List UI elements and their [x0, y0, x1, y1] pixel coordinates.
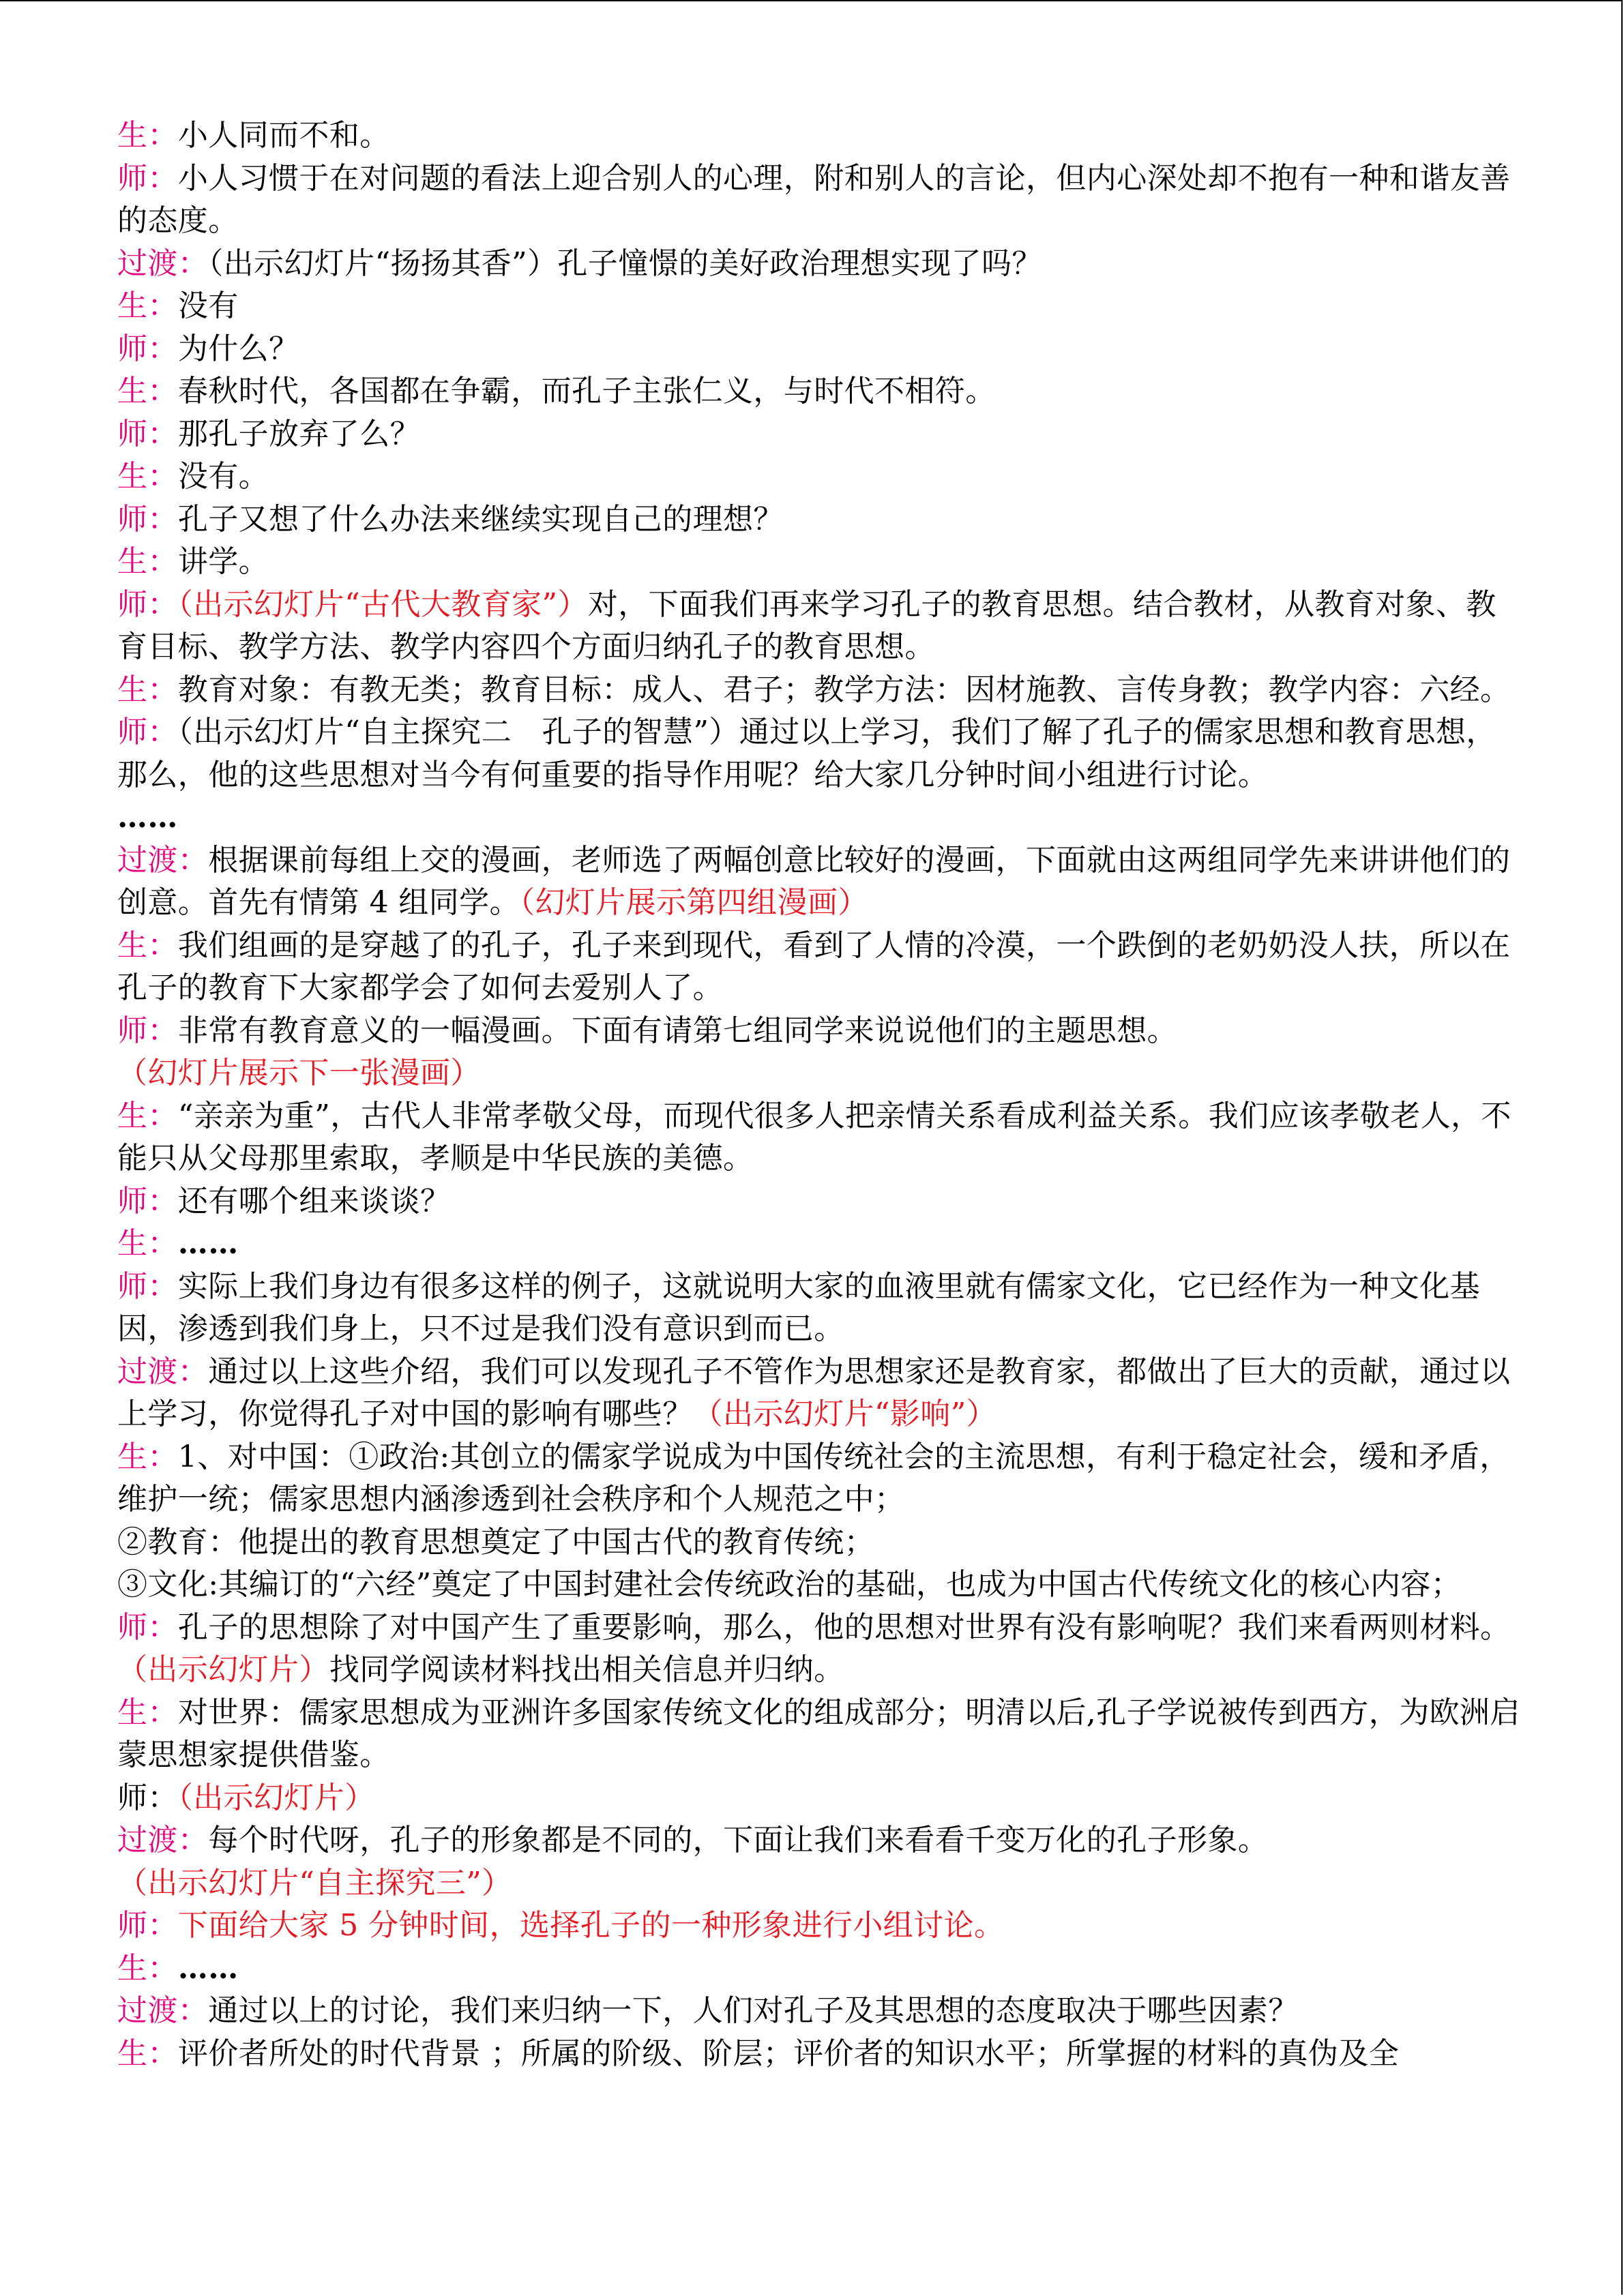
- paragraph-text: 孔子的思想除了对中国产生了重要影响，那么，他的思想对世界有没有影响呢？我们来看两则材料。: [177, 1609, 1511, 1645]
- paragraph: [117, 1990, 1522, 2033]
- paragraph-text: ……: [177, 1226, 239, 1261]
- paragraph: [117, 2033, 1522, 2076]
- paragraph-text: 教育对象：有教无类；教育目标：成人、君子；教学方法：因材施教、言传身教；教学内容：六经。: [177, 672, 1511, 707]
- paragraph-text: ③文化:其编订的“六经”奠定了中国封建社会传统政治的基础，也成为中国古代传统文化的核心内容；: [117, 1567, 1462, 1602]
- paragraph: [117, 498, 1522, 541]
- paragraph: [117, 1223, 1522, 1266]
- paragraph-text: 对，下面我们再来学习孔子的教育思想。结合教材，从教育对象、教育目标、教学方法、教学内容四个方面归纳孔子的教育思想。: [117, 586, 1496, 664]
- paragraph: [117, 541, 1522, 584]
- paragraph: [117, 669, 1522, 712]
- speaker-label: 师：: [117, 1908, 178, 1943]
- speaker-label: 生：: [117, 374, 178, 408]
- paragraph-text: ②教育：他提出的教育思想奠定了中国古代的教育传统；: [117, 1524, 874, 1560]
- paragraph-text: ……: [117, 800, 178, 835]
- paragraph: [117, 1010, 1522, 1053]
- speaker-label: 过渡：: [117, 1993, 209, 2028]
- paragraph-text: 还有哪个组来谈谈？: [177, 1183, 451, 1219]
- paragraph: [117, 1564, 1522, 1607]
- paragraph-text-highlighted: 下面给大家 5 分钟时间，选择孔子的一种形象进行小组讨论。: [177, 1908, 1005, 1943]
- paragraph: [117, 413, 1522, 456]
- paragraph: [117, 115, 1522, 158]
- paragraph: [117, 1266, 1522, 1351]
- paragraph-text: 讲学。: [177, 544, 269, 579]
- paragraph-text: 为什么？: [177, 331, 299, 366]
- paragraph-text: 没有: [177, 288, 239, 323]
- paragraph-text: 没有。: [177, 459, 269, 494]
- paragraph: [117, 1777, 1522, 1820]
- slide-annotation: （出示幻灯片“古代大教育家”）: [177, 586, 588, 622]
- paragraph-text: 我们组画的是穿越了的孔子，孔子来到现代，看到了人情的冷漠，一个跌倒的老奶奶没人扶，所以在孔子的教育下大家都学会了如何去爱别人了。: [117, 927, 1511, 1005]
- speaker-label: 师：: [117, 416, 178, 451]
- paragraph: [117, 1052, 1522, 1095]
- speaker-label-plain: 师：: [117, 1780, 178, 1815]
- paragraph-text: 通过以上的讨论，我们来归纳一下，人们对孔子及其思想的态度取决于哪些因素？: [208, 1993, 1299, 2028]
- paragraph: [117, 925, 1522, 1010]
- speaker-label: 生：: [117, 1950, 178, 1986]
- paragraph: [117, 456, 1522, 498]
- paragraph: [117, 328, 1522, 371]
- paragraph-text: “亲亲为重”，古代人非常孝敬父母，而现代很多人把亲情关系看成利益关系。我们应该孝敬老人，不能只从父母那里索取，孝顺是中华民族的美德。: [117, 1098, 1511, 1176]
- speaker-label: 生：: [117, 1098, 178, 1133]
- speaker-label: 生：: [117, 544, 178, 579]
- paragraph-text: （出示幻灯片“扬扬其香”）孔子憧憬的美好政治理想实现了吗？: [208, 245, 1042, 281]
- speaker-label: 师：: [117, 331, 178, 366]
- slide-annotation: （出示幻灯片）: [177, 1780, 375, 1815]
- speaker-label: 过渡：: [117, 842, 209, 878]
- speaker-label: 师：: [117, 501, 178, 537]
- speaker-label: 过渡：: [117, 245, 209, 281]
- paragraph: [117, 1862, 1522, 1905]
- paragraph: [117, 584, 1522, 669]
- slide-annotation: （出示幻灯片“自主探究三”）: [117, 1865, 512, 1900]
- paragraph: [117, 1819, 1522, 1862]
- speaker-label: 生：: [117, 288, 178, 323]
- speaker-label: 师：: [117, 1609, 178, 1645]
- paragraph-text: （出示幻灯片“自主探究二 孔子的智慧”）通过以上学习，我们了解了孔子的儒家思想和教育思想，那么，他的这些思想对当今有何重要的指导作用呢？给大家几分钟时间小组进行讨论。: [117, 715, 1496, 792]
- speaker-label: 生：: [117, 672, 178, 707]
- paragraph-text: ……: [177, 1950, 239, 1986]
- paragraph: [117, 1692, 1522, 1777]
- paragraph: [117, 1948, 1522, 1991]
- slide-annotation: （幻灯片展示下一张漫画）: [117, 1056, 481, 1090]
- speaker-label: 生：: [117, 118, 178, 153]
- paragraph: [117, 370, 1522, 413]
- paragraph-text: 小人习惯于在对问题的看法上迎合别人的心理，附和别人的言论，但内心深处却不抱有一种和谐友善的态度。: [117, 160, 1511, 238]
- paragraph-text: 每个时代呀，孔子的形象都是不同的，下面让我们来看看千变万化的孔子形象。: [208, 1823, 1269, 1858]
- speaker-label: 师：: [117, 1013, 178, 1048]
- paragraph: [117, 1905, 1522, 1948]
- speaker-label: 生：: [117, 927, 178, 963]
- paragraph: [117, 158, 1522, 243]
- paragraph-text: 根据课前每组上交的漫画，老师选了两幅创意比较好的漫画，下面就由这两组同学先来讲讲他们的创意。首先有情第 4 组同学。: [117, 842, 1511, 920]
- slide-annotation: （幻灯片展示第四组漫画）: [519, 885, 868, 920]
- paragraph: [117, 243, 1522, 286]
- paragraph-text: 实际上我们身边有很多这样的例子，这就说明大家的血液里就有儒家文化，它已经作为一种文化基因，渗透到我们身上，只不过是我们没有意识到而已。: [117, 1268, 1481, 1346]
- paragraph-text: 那孔子放弃了么？: [177, 416, 421, 451]
- speaker-label: 生：: [117, 2036, 178, 2071]
- speaker-label: 过渡：: [117, 1354, 209, 1389]
- slide-annotation: （出示幻灯片）: [117, 1652, 329, 1687]
- paragraph: [117, 1607, 1522, 1692]
- paragraph-text: 对世界：儒家思想成为亚洲许多国家传统文化的组成部分；明清以后,孔子学说被传到西方，为欧洲启蒙思想家提供借鉴。: [117, 1695, 1520, 1772]
- paragraph: [117, 285, 1522, 328]
- speaker-label: 师：: [117, 160, 178, 196]
- paragraph-text-continued: 找同学阅读材料找出相关信息并归纳。: [329, 1652, 844, 1687]
- paragraph-text: 1、对中国：①政治:其创立的儒家学说成为中国传统社会的主流思想，有利于稳定社会，缓和矛盾，维护一统；儒家思想内涵渗透到社会秩序和个人规范之中；: [117, 1439, 1510, 1517]
- speaker-label: 生：: [117, 1695, 178, 1730]
- speaker-label: 过渡：: [117, 1823, 209, 1858]
- paragraph: [117, 1095, 1522, 1180]
- speaker-label: 师：: [117, 1268, 178, 1304]
- slide-annotation: （出示幻灯片“影响”）: [692, 1397, 996, 1431]
- paragraph-text: 非常有教育意义的一幅漫画。下面有请第七组同学来说说他们的主题思想。: [177, 1013, 1178, 1048]
- paragraph: [117, 1436, 1522, 1521]
- paragraph: [117, 839, 1522, 925]
- paragraph-text: 评价者所处的时代背景 ；所属的阶级、阶层；评价者的知识水平；所掌握的材料的真伪及全: [177, 2036, 1400, 2071]
- paragraph: [117, 711, 1522, 796]
- paragraph: [117, 1180, 1522, 1223]
- ellipsis-line: [117, 796, 1522, 839]
- speaker-label: 生：: [117, 1226, 178, 1261]
- paragraph-text: 小人同而不和。: [177, 118, 390, 153]
- speaker-label: 师：: [117, 586, 178, 622]
- paragraph: [117, 1351, 1522, 1436]
- speaker-label: 师：: [117, 715, 178, 749]
- paragraph: [117, 1521, 1522, 1564]
- speaker-label: 生：: [117, 1439, 178, 1474]
- paragraph-text: 孔子又想了什么办法来继续实现自己的理想？: [177, 501, 784, 537]
- speaker-label: 师：: [117, 1183, 178, 1219]
- paragraph-text: 春秋时代，各国都在争霸，而孔子主张仁义，与时代不相符。: [177, 374, 996, 408]
- paragraph-text: 通过以上这些介绍，我们可以发现孔子不管作为思想家还是教育家，都做出了巨大的贡献，通过以上学习，你觉得孔子对中国的影响有哪些？: [117, 1354, 1511, 1431]
- speaker-label: 生：: [117, 459, 178, 494]
- lesson-transcript: [117, 115, 1522, 2075]
